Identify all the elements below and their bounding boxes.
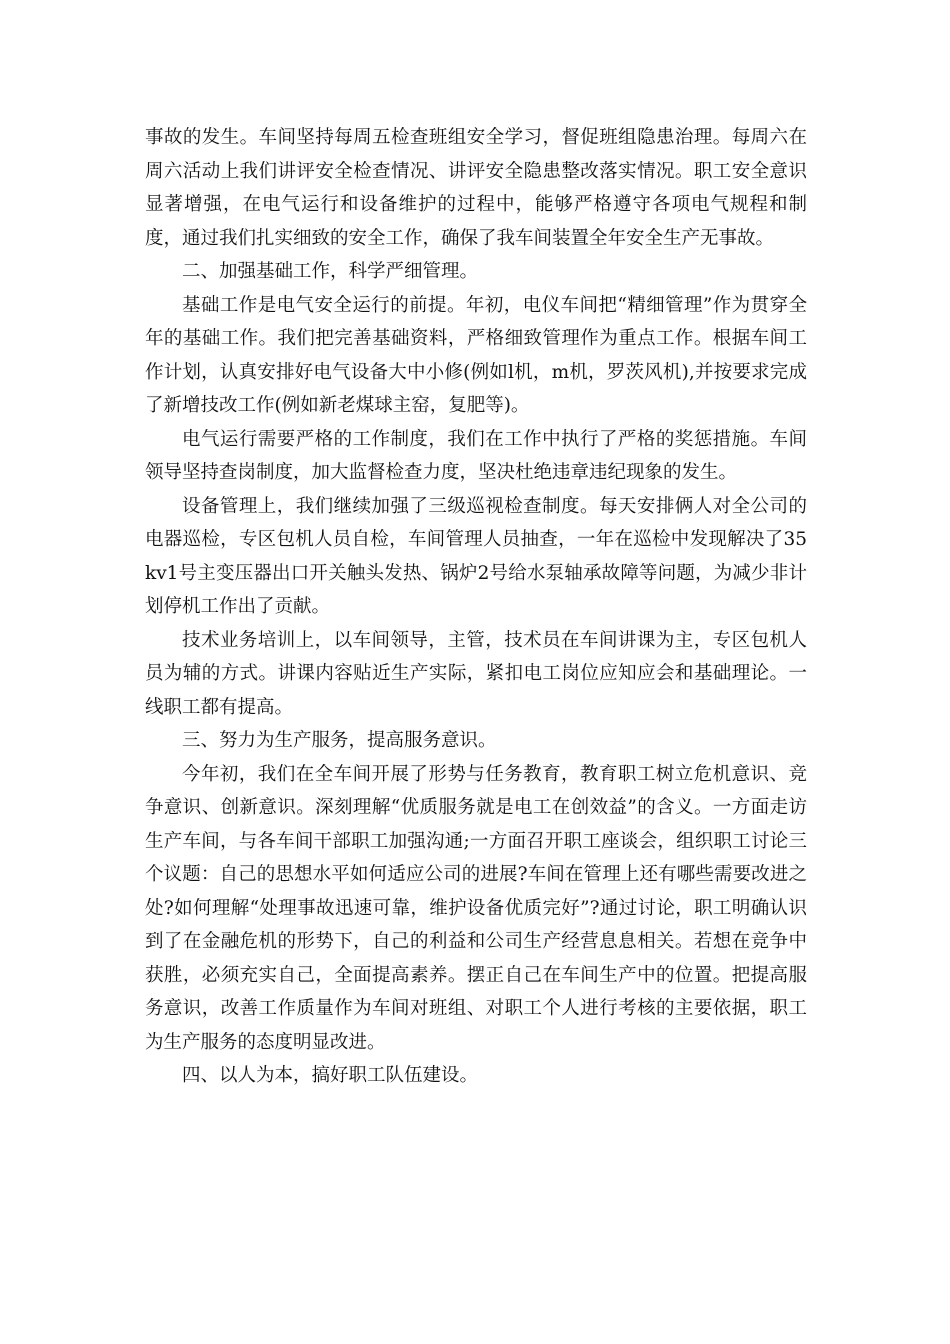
document-body	[145, 121, 807, 1093]
paragraph-basic-work: 基础工作是电气安全运行的前提。年初，电仪车间把“精细管理”作为贯穿全年的基础工作。我们把完善基础资料，严格细致管理作为重点工作。根据车间工作计划，认真安排好电气设备大中小修(例如l机，m机，罗茨风机),并按要求完成了新增技改工作(例如新老煤球主窑，复肥等)。	[145, 294, 807, 416]
paragraph-technical-training: 技术业务培训上，以车间领导，主管，技术员在车间讲课为主，专区包机人员为辅的方式。讲课内容贴近生产实际，紧扣电工岗位应知应会和基础理论。一线职工都有提高。	[145, 629, 807, 718]
paragraph-work-system: 电气运行需要严格的工作制度，我们在工作中执行了严格的奖惩措施。车间领导坚持查岗制度，加大监督检查力度，坚决杜绝违章违纪现象的发生。	[145, 428, 807, 483]
paragraph-equipment-management: 设备管理上，我们继续加强了三级巡视检查制度。每天安排俩人对全公司的电器巡检，专区包机人员自检，车间管理人员抽查，一年在巡检中发现解决了35kv1号主变压器出口开关触头发热、锅炉2号给水泵轴承故障等问题，为减少非计划停机工作出了贡献。	[145, 495, 807, 617]
section-heading-2: 二、加强基础工作，科学严细管理。	[182, 261, 479, 282]
paragraph-continuation: 事故的发生。车间坚持每周五检查班组安全学习，督促班组隐患治理。每周六在周六活动上我们讲评安全检查情况、讲评安全隐患整改落实情况。职工安全意识显著增强，在电气运行和设备维护的过程中，能够严格遵守各项电气规程和制度，通过我们扎实细致的安全工作，确保了我车间装置全年安全生产无事故。	[145, 127, 807, 249]
section-heading-3: 三、努力为生产服务，提高服务意识。	[182, 730, 497, 751]
section-heading-4: 四、以人为本，搞好职工队伍建设。	[182, 1065, 479, 1086]
paragraph-service-awareness: 今年初，我们在全车间开展了形势与任务教育，教育职工树立危机意识、竞争意识、创新意识。深刻理解“优质服务就是电工在创效益”的含义。一方面走访生产车间，与各车间干部职工加强沟通;一方面召开职工座谈会，组织职工讨论三个议题：自己的思想水平如何适应公司的进展?车间在管理上还有哪些需要改进之处?如何理解“处理事故迅速可靠，维护设备优质完好”?通过讨论，职工明确认识到了在金融危机的形势下，自己的利益和公司生产经营息息相关。若想在竞争中获胜，必须充实自己，全面提高素养。摆正自己在车间生产中的位置。把提高服务意识，改善工作质量作为车间对班组、对职工个人进行考核的主要依据，职工为生产服务的态度明显改进。	[145, 763, 807, 1053]
